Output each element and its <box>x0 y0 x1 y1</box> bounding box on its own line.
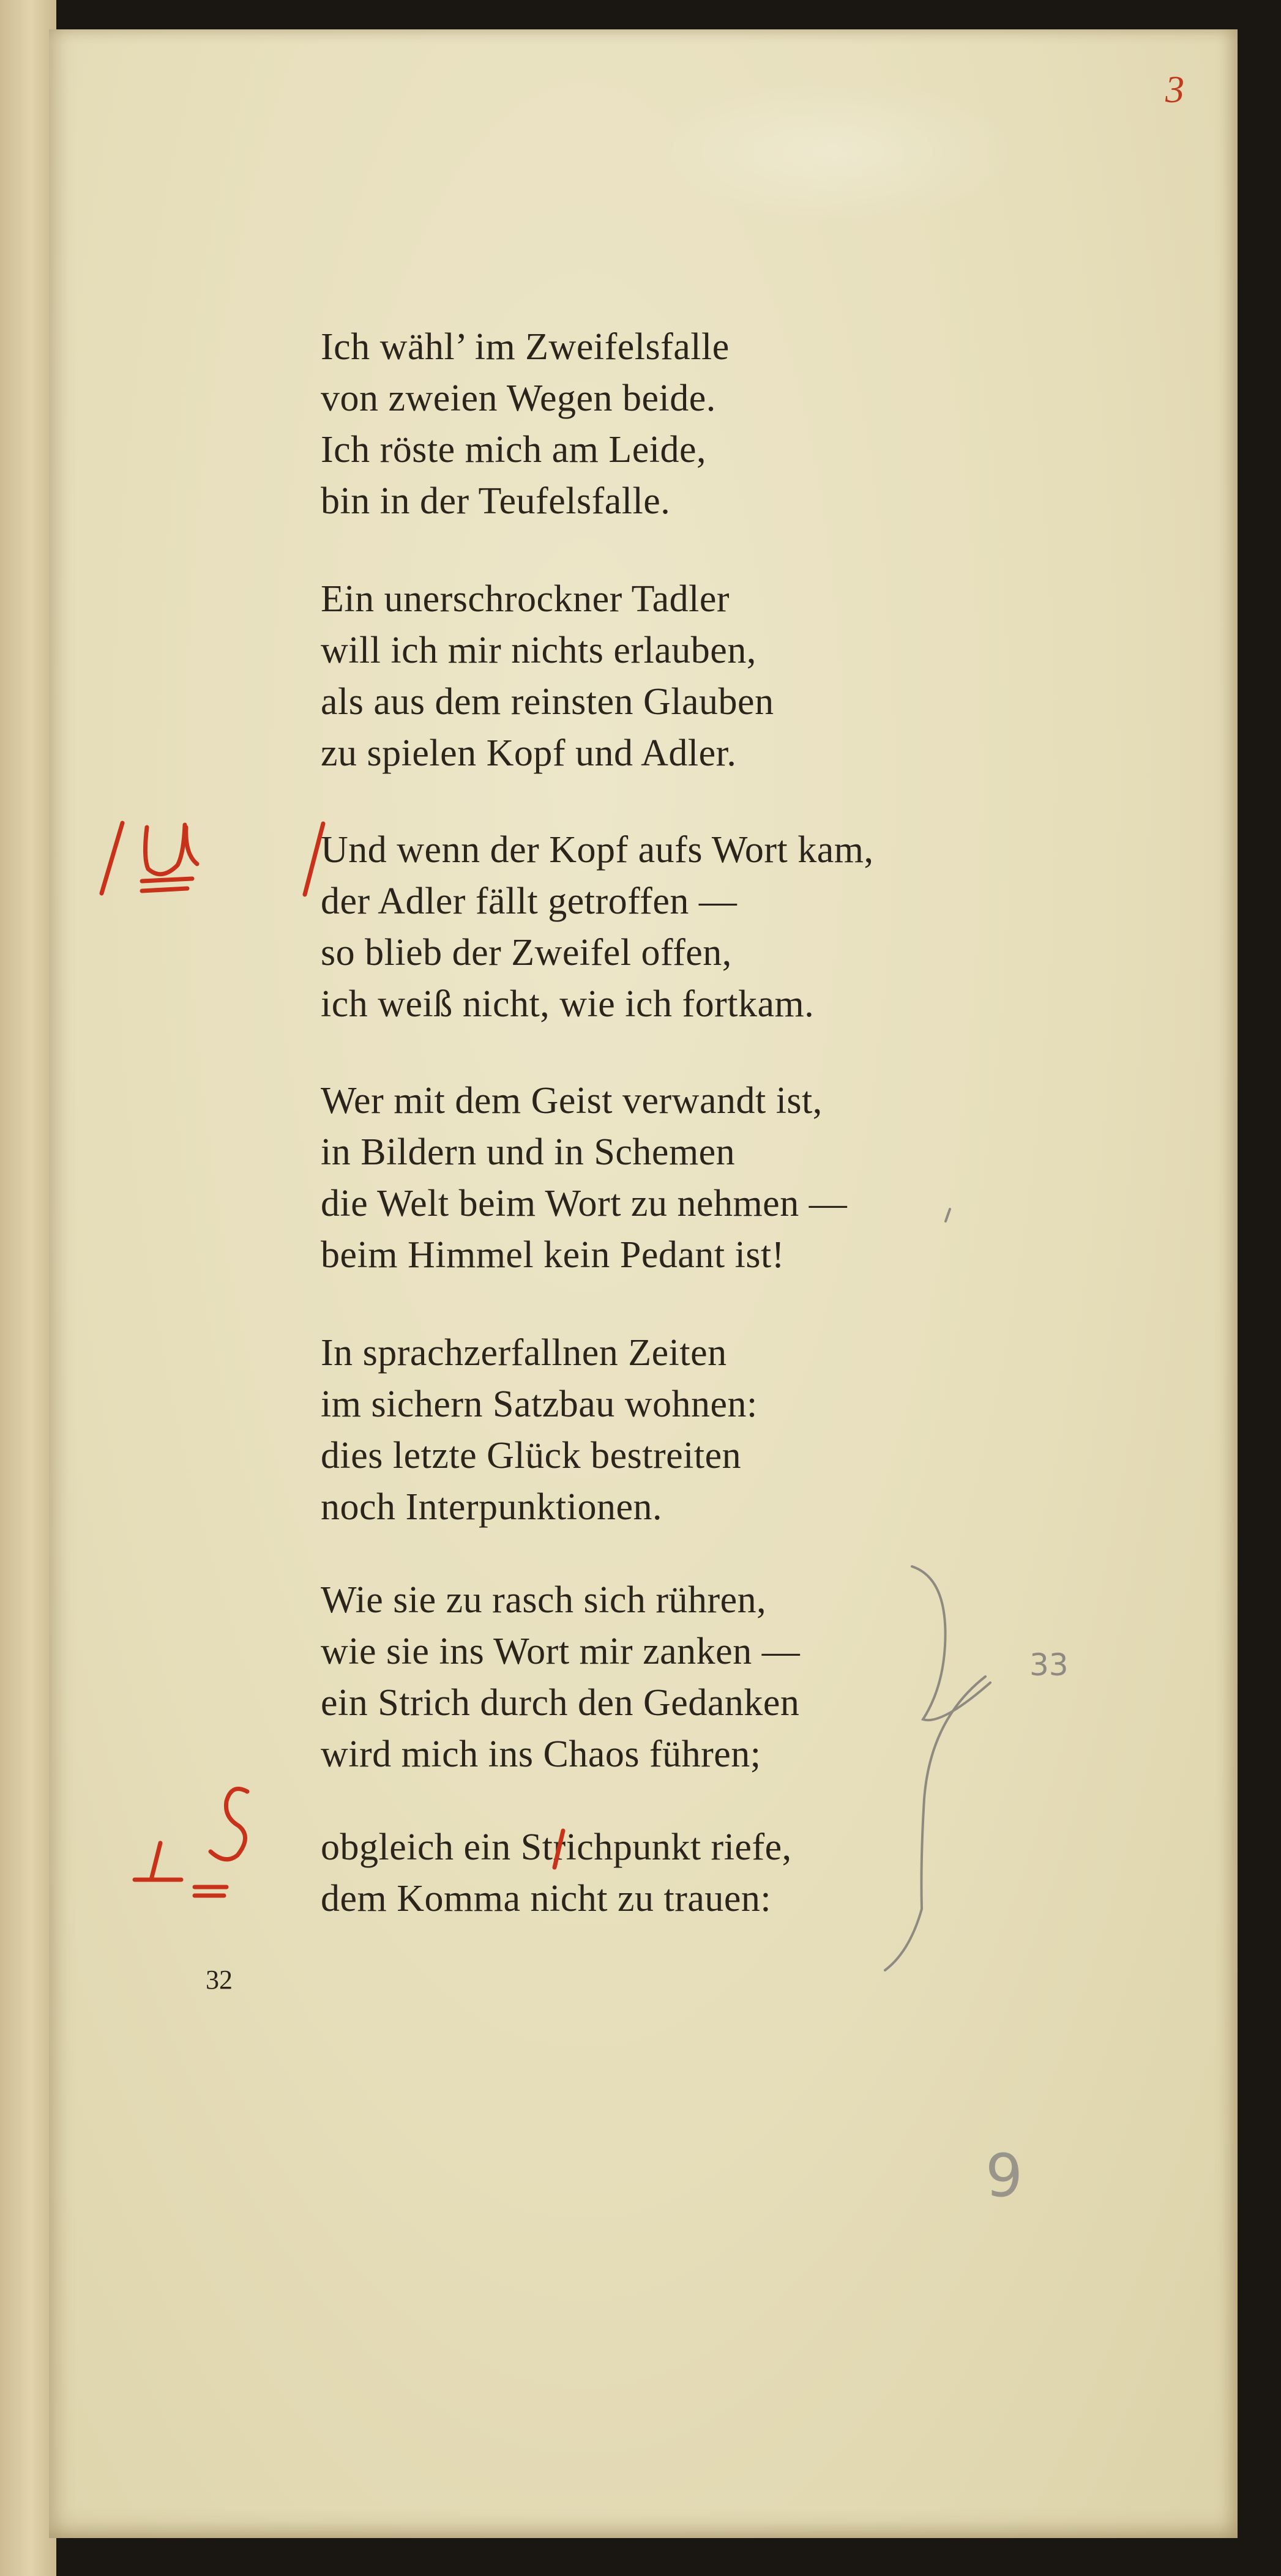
poem-line: in Bildern und in Schemen <box>321 1131 736 1173</box>
poem-line: die Welt beim Wort zu nehmen — <box>321 1183 848 1224</box>
poem-line: so blieb der Zweifel offen, <box>321 932 732 973</box>
pencil-note-9: 9 <box>985 2142 1023 2210</box>
sheet-number: 3 <box>1165 69 1184 111</box>
paper-crease <box>649 78 1016 225</box>
poem-line: will ich mir nichts erlauben, <box>321 630 756 671</box>
poem-line: bin in der Teufelsfalle. <box>321 480 671 522</box>
poem-line: beim Himmel kein Pedant ist! <box>321 1234 785 1276</box>
poem-line: ein Strich durch den Gedanken <box>321 1682 800 1724</box>
poem-line: Wie sie zu rasch sich rühren, <box>321 1579 767 1621</box>
poem-line: im sichern Satzbau wohnen: <box>321 1383 758 1425</box>
poem-line: In sprachzerfallnen Zeiten <box>321 1332 727 1374</box>
poem-line: wird mich ins Chaos führen; <box>321 1733 761 1775</box>
poem-line: dem Komma nicht zu trauen: <box>321 1878 772 1919</box>
pencil-note-33: 33 <box>1029 1647 1069 1683</box>
poem-line: der Adler fällt getroffen — <box>321 880 738 922</box>
poem-line: zu spielen Kopf und Adler. <box>321 732 737 774</box>
poem-line: Ein unerschrockner Tadler <box>321 578 730 620</box>
poem-line: noch Interpunktionen. <box>321 1486 663 1528</box>
poem-line: Wer mit dem Geist verwandt ist, <box>321 1080 823 1122</box>
poem-line: wie sie ins Wort mir zanken — <box>321 1631 801 1672</box>
page-number: 32 <box>206 1965 233 1995</box>
previous-page-edge <box>0 0 56 2576</box>
poem-line: Ich röste mich am Leide, <box>321 429 707 471</box>
poem-line: Ich wähl’ im Zweifelsfalle <box>321 326 730 368</box>
poem-line: als aus dem reinsten Glauben <box>321 681 774 723</box>
poem-line: dies letzte Glück bestreiten <box>321 1435 742 1476</box>
poem-line: Und wenn der Kopf aufs Wort kam, <box>321 829 874 871</box>
poem-line: obgleich ein Strichpunkt riefe, <box>321 1826 792 1868</box>
poem-line: ich weiß nicht, wie ich fortkam. <box>321 983 815 1025</box>
poem-line: von zweien Wegen beide. <box>321 378 716 419</box>
